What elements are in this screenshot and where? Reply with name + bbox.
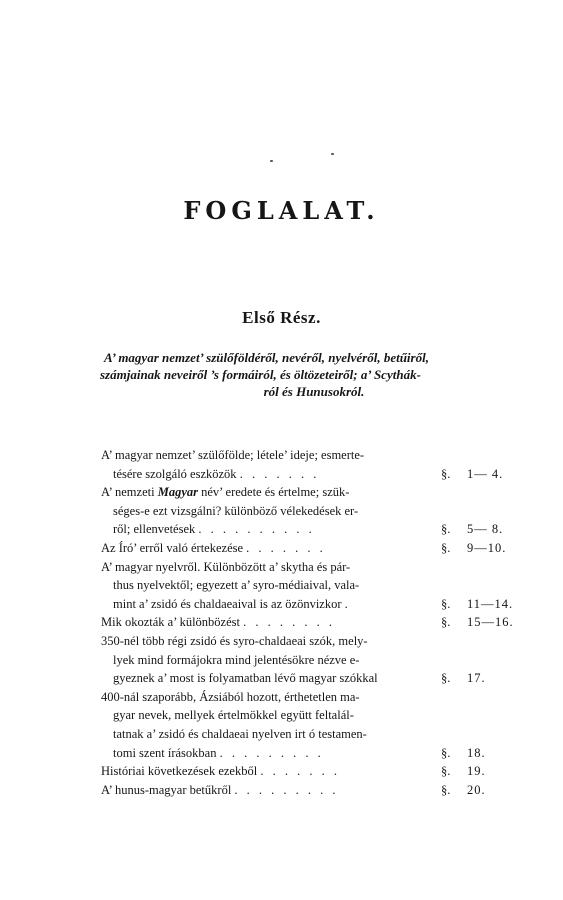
- section-sign: §.: [441, 782, 451, 797]
- dot-leader: .: [344, 596, 351, 611]
- toc-entry-text: Az Író’ erről való értekezése: [101, 540, 244, 555]
- part-summary: [100, 349, 528, 400]
- toc-entry-emphasis: Magyar: [157, 485, 198, 500]
- dot-leader: . . . . . . . . .: [234, 782, 339, 797]
- toc-entry-line: tatnak a’ zsidó és chaldaeai nyelven irt ó testamen-: [113, 726, 367, 741]
- section-numbers: 19.: [467, 764, 486, 779]
- toc-entry-text: tomi szent írásokban: [113, 745, 217, 760]
- section-numbers: 1— 4.: [467, 466, 504, 481]
- toc-entry[interactable]: [101, 539, 531, 558]
- toc-entry-text: Mik okozták a’ különbözést: [101, 615, 240, 630]
- dot-leader: . . . . . . .: [239, 466, 320, 481]
- section-sign: §.: [441, 745, 451, 760]
- toc-entry-line: A’ magyar nemzet’ szülőfölde; létele’ ideje; esmerte-: [101, 448, 365, 462]
- dot-leader: . . . . . . . . .: [219, 745, 324, 760]
- toc-entry[interactable]: [101, 781, 531, 800]
- print-speck: [331, 153, 334, 155]
- summary-line: A’ magyar nemzet’ szülőföldéről, nevéről, nyelvéről, betűiről,: [104, 350, 429, 365]
- toc-entry-last-line: [101, 465, 531, 484]
- table-of-contents: [101, 446, 531, 799]
- toc-entry-line: thus nyelvektől; egyezett a’ syro-médiaival, vala-: [113, 578, 360, 593]
- toc-entry-text: Históriai következések ezekből: [101, 764, 258, 779]
- section-numbers: 15—16.: [467, 615, 514, 630]
- section-numbers: 20.: [467, 782, 486, 797]
- toc-entry-line: lyek mind formájokra mind jelentésökre nézve e-: [113, 652, 360, 667]
- page-heading: FOGLALAT.: [183, 196, 380, 225]
- section-sign: §.: [441, 615, 451, 630]
- dot-leader: . . . . . . . . . .: [198, 522, 315, 537]
- summary-line: számjainak neveiről ’s formáiról, és öltözeteiről; a’ Scythák-: [100, 367, 421, 382]
- toc-entry-last-line: [101, 539, 531, 558]
- toc-entry-last-line: [101, 613, 531, 632]
- toc-entry-text: név’ eredete és értelme; szük-: [197, 485, 350, 500]
- toc-entry-last-line: [101, 595, 531, 614]
- toc-entry[interactable]: [101, 613, 531, 632]
- toc-entry-text: ről; ellenvetések: [113, 522, 196, 537]
- section-numbers: 9—10.: [467, 540, 507, 555]
- dot-leader: . . . . . . . .: [243, 615, 335, 630]
- toc-entry-line: séges-e ezt vizsgálni? különböző vélekedések er-: [113, 503, 359, 518]
- toc-entry[interactable]: [101, 762, 531, 781]
- section-numbers: 17.: [467, 671, 486, 686]
- dot-leader: . . . . . . .: [260, 764, 340, 779]
- section-sign: §.: [441, 596, 451, 611]
- toc-entry-last-line: [101, 744, 531, 763]
- toc-entry-line: A’ magyar nyelvről. Különbözött a’ skytha és pár-: [101, 559, 351, 574]
- toc-entry-line: [101, 483, 531, 502]
- toc-entry-last-line: [101, 762, 531, 781]
- dot-leader: . . . . . . .: [246, 540, 326, 555]
- toc-entry-text: tésére szolgáló eszközök: [113, 466, 237, 481]
- section-sign: §.: [441, 540, 451, 555]
- section-sign: §.: [441, 671, 451, 686]
- toc-entry-line: 400-nál szaporább, Ázsiából hozott, érthetetlen ma-: [101, 689, 360, 704]
- toc-entry-last-line: [101, 520, 531, 539]
- toc-entry[interactable]: [101, 446, 531, 483]
- summary-line: ról és Hunusokról.: [263, 384, 365, 399]
- section-sign: §.: [441, 466, 451, 481]
- section-sign: §.: [441, 764, 451, 779]
- toc-entry-last-line: [101, 669, 531, 688]
- toc-entry[interactable]: [101, 688, 531, 762]
- toc-entry-text: mint a’ zsidó és chaldaeaival is az özönvizkor: [113, 596, 342, 611]
- toc-entry-line: 350-nél több régi zsidó és syro-chaldaeai szók, mely-: [101, 633, 368, 648]
- toc-entry[interactable]: [101, 632, 531, 688]
- toc-entry-text: gyeznek a’ most is folyamatban lévő magyar szókkal: [113, 671, 378, 686]
- part-title: Első Rész.: [242, 308, 321, 327]
- toc-entry[interactable]: [101, 483, 531, 539]
- print-speck: [270, 160, 273, 162]
- section-numbers: 18.: [467, 745, 486, 760]
- section-numbers: 5— 8.: [467, 522, 504, 537]
- section-numbers: 11—14.: [467, 596, 514, 611]
- toc-entry-text: A’ hunus-magyar betűkről: [101, 782, 232, 797]
- toc-entry-text: A’ nemzeti: [101, 485, 158, 500]
- toc-entry-line: gyar nevek, mellyek értelmökkel együtt feltalál-: [113, 708, 354, 723]
- toc-entry-last-line: [101, 781, 531, 800]
- section-sign: §.: [441, 522, 451, 537]
- toc-entry[interactable]: [101, 558, 531, 614]
